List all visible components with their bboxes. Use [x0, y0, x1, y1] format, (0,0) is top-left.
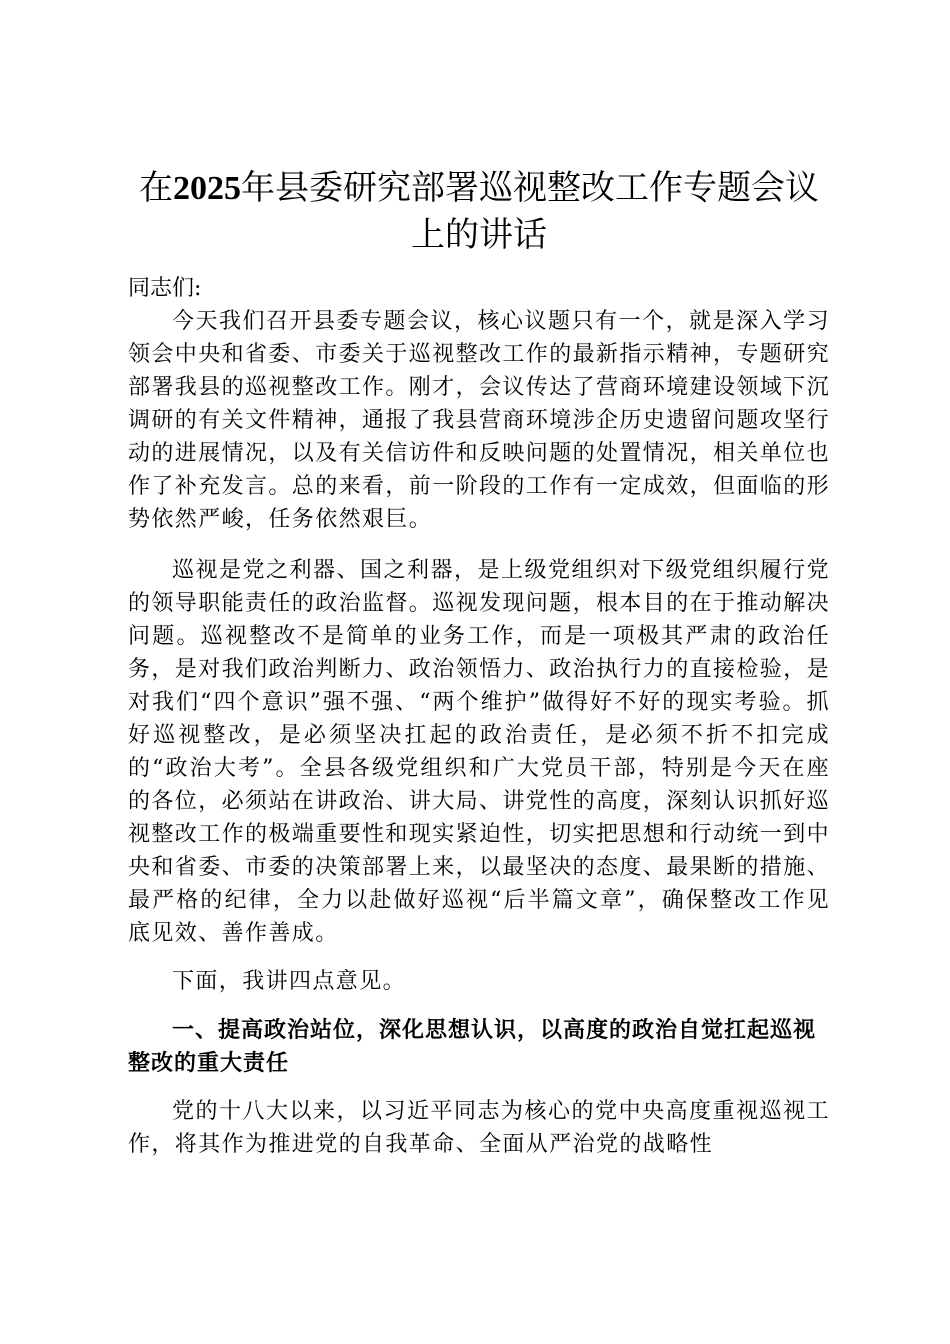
- document-title: [128, 165, 830, 258]
- title-prefix: 在: [139, 168, 173, 208]
- title-year: 2025: [173, 170, 241, 207]
- paragraph-intro: 今天我们召开县委专题会议，核心议题只有一个，就是深入学习领会中央和省委、市委关于巡视整改工作的最新指示精神，专题研究部署我县的巡视整改工作。刚才，会议传达了营商环境建设领域下沉调研的有关文件精神，通报了我县营商环境涉企历史遗留问题攻坚行动的进展情况，以及有关信访件和反映问题的处置情况，相关单位也作了补充发言。总的来看，前一阶段的工作有一定成效，但面临的形势依然严峻，任务依然艰巨。: [128, 309, 831, 532]
- title-rest: 年县委研究部署巡视整改工作专题会议上的讲话: [241, 168, 819, 255]
- paragraph-section-one: 党的十八大以来，以习近平同志为核心的党中央高度重视巡视工作，将其作为推进党的自我革命、全面从严治党的战略性: [128, 1099, 830, 1157]
- section-heading: 一、提高政治站位，深化思想认识，以高度的政治自觉扛起巡视整改的重大责任: [128, 1018, 817, 1076]
- salutation: 同志们:: [128, 276, 202, 301]
- paragraph-transition: 下面，我讲四点意见。: [172, 969, 407, 994]
- document-page: [128, 165, 830, 1161]
- paragraph-inspection: 巡视是党之利器、国之利器，是上级党组织对下级党组织履行党的领导职能责任的政治监督。巡视发现问题，根本目的在于推动解决问题。巡视整改不是简单的业务工作，而是一项极其严肃的政治任务，是对我们政治判断力、政治领悟力、政治执行力的直接检验，是对我们“四个意识”强不强、“两个维护”做得好不好的现实考验。抓好巡视整改，是必须坚决扛起的政治责任，是必须不折不扣完成的“政治大考”。全县各级党组织和广大党员干部，特别是今天在座的各位，必须站在讲政治、讲大局、讲党性的高度，深刻认识抓好巡视整改工作的极端重要性和现实紧迫性，切实把思想和行动统一到中央和省委、市委的决策部署上来，以最坚决的态度、最果断的措施、最严格的纪律，全力以赴做好巡视“后半篇文章”，确保整改工作见底见效、善作善成。: [128, 558, 831, 946]
